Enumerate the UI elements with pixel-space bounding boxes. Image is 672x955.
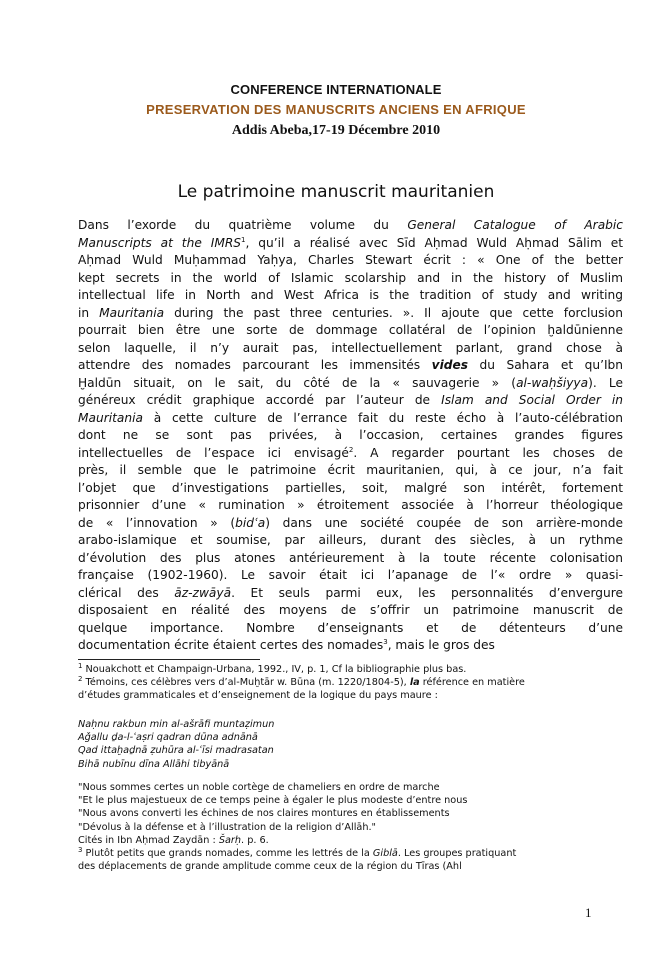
translation-line: "Et le plus majestueux de ce temps peine à égaler le plus modeste d’entre nous	[78, 795, 468, 807]
verse-line: Qad ittaḫaḏnā ẓuhūra al-ʿīsi madrasatan	[78, 745, 274, 757]
body-line: arabo-islamique et soumise, par ailleurs, durant des siècles, à un rythme	[78, 533, 623, 547]
verse-line: Bihā nubīnu dīna Allāhi tibyānā	[78, 758, 230, 770]
footnote-3-line: $^3$ Plutôt petits que grands nomades, comme les lettrés de la Giblā. Les groupes pratiquant	[78, 845, 517, 859]
body-line: près, il semble que le patrimoine écrit mauritanien, qui, à ce jour, n’a fait	[78, 463, 623, 477]
body-line: de « l’innovation » (bidʿa) dans une société coupée de son arrière-monde	[78, 515, 624, 530]
body-line: l’objet que d’investigations partielles, soit, malgré son intérêt, fortement	[78, 480, 623, 495]
citation-line: Cités in Ibn Aḥmad Zaydān : Šarḥ. p. 6.	[78, 834, 269, 846]
verse-line: Aǧallu ḏa-l-ʿaṣri qadran dūna adnānā	[78, 732, 258, 744]
body-line: intellectual life in North and West Africa is the tradition of study and writing	[78, 288, 623, 302]
body-line: Mauritania à cette culture de l’errance fait du reste écho à l’auto-célébration	[78, 410, 623, 425]
translation-line: "Nous avons converti les échines de nos claires montures en établissements	[78, 808, 450, 820]
body-line: d’évolution des plus atones antérieurement à la toute récente colonisation	[78, 550, 623, 565]
body-paragraph	[78, 217, 623, 655]
page-title: Le patrimoine manuscrit mauritanien	[177, 182, 495, 202]
body-line: selon laquelle, il n’y aurait pas, intellectuellement parlant, grand chose à	[78, 340, 623, 355]
body-line: kept secrets in the world of Islamic scolarship and in the history of Muslim	[78, 270, 623, 285]
footnote-2-line: $^2$ Témoins, ces célèbres vers d’al-Muḫtār w. Būna (m. 1220/1804-5), la référence en matière	[78, 674, 525, 689]
body-line: française (1902-1960). Le savoir était ici l’apanage de l’« ordre » quasi-	[78, 568, 623, 582]
footnote-3-line: des déplacements de grande amplitude comme ceux de la région du Tīras (Ahl	[78, 861, 462, 873]
body-line: intellectuelles de l’espace ici envisagé$^2$. A regarder pourtant les choses de	[78, 445, 623, 460]
body-line: Aḥmad Wuld Muḥammad Yaḥya, Charles Stewart écrit : « One of the better	[78, 253, 623, 267]
footnotes-block-1	[78, 663, 623, 703]
body-line: disposaient en réalité des moyens de s’offrir un patrimoine manuscrit de	[78, 603, 623, 617]
body-line: clérical des āz-zwāyā. Et seuls parmi eux, les personnalités d’envergure	[78, 585, 623, 600]
footnote-2-line: d’études grammaticales et d’enseignement de la logique du pays maure :	[78, 690, 438, 702]
body-line: in Mauritania during the past three centuries. ». Il ajoute que cette forclusion	[78, 305, 623, 320]
body-line: Manuscripts at the IMRS$^1$, qu’il a réalisé avec Sīd Aḥmad Wuld Aḥmad Sālim et	[78, 235, 623, 250]
translation-line: "Dévolus à la défense et à l’illustration de la religion d’Allāh."	[78, 821, 377, 833]
body-line: Dans l’exorde du quatrième volume du General Catalogue of Arabic	[78, 218, 623, 232]
footnote-separator	[78, 659, 260, 660]
page-number: 1	[585, 905, 592, 920]
body-line: prisonnier d’une « rumination » étroitement associée à l’horreur théologique	[78, 498, 623, 512]
body-line: généreux crédit graphique accordé par l’auteur de Islam and Social Order in	[78, 393, 623, 407]
verse-block	[78, 718, 623, 771]
body-line: documentation écrite étaient certes des nomades$^3$, mais le gros des	[78, 637, 495, 652]
translation-block	[78, 781, 623, 873]
footnote-1: $^1$ Nouakchott et Champaign-Urbana, 1992., IV, p. 1, Cf la bibliographie plus bas.	[78, 661, 467, 675]
translation-line: "Nous sommes certes un noble cortège de chameliers en ordre de marche	[78, 782, 440, 793]
body-line: pourrait bien être une sorte de dommage collatéral de l’opinion ḫaldūnienne	[78, 323, 623, 337]
body-line: dont ne se sont pas privées, à l’occasion, certaines grandes figures	[78, 428, 623, 442]
body-line: attendre des nomades parcourant les immensités vides du Sahara et qu’Ibn	[78, 358, 623, 372]
body-line: quelque importance. Nombre d’enseignants et de détenteurs d’une	[78, 620, 623, 635]
conference-subtitle: PRESERVATION DES MANUSCRITS ANCIENS EN AFRIQUE	[146, 102, 526, 117]
verse-line: Naḥnu rakbun min al-ašrāfi muntaẓimun	[78, 719, 275, 730]
conference-heading: CONFERENCE INTERNATIONALE	[230, 82, 442, 97]
body-line: Ḫaldūn situait, on le sait, du côté de la « sauvagerie » (al-waḥšiyya). Le	[78, 375, 623, 390]
conference-location-date: Addis Abeba,17-19 Décembre 2010	[231, 123, 441, 138]
